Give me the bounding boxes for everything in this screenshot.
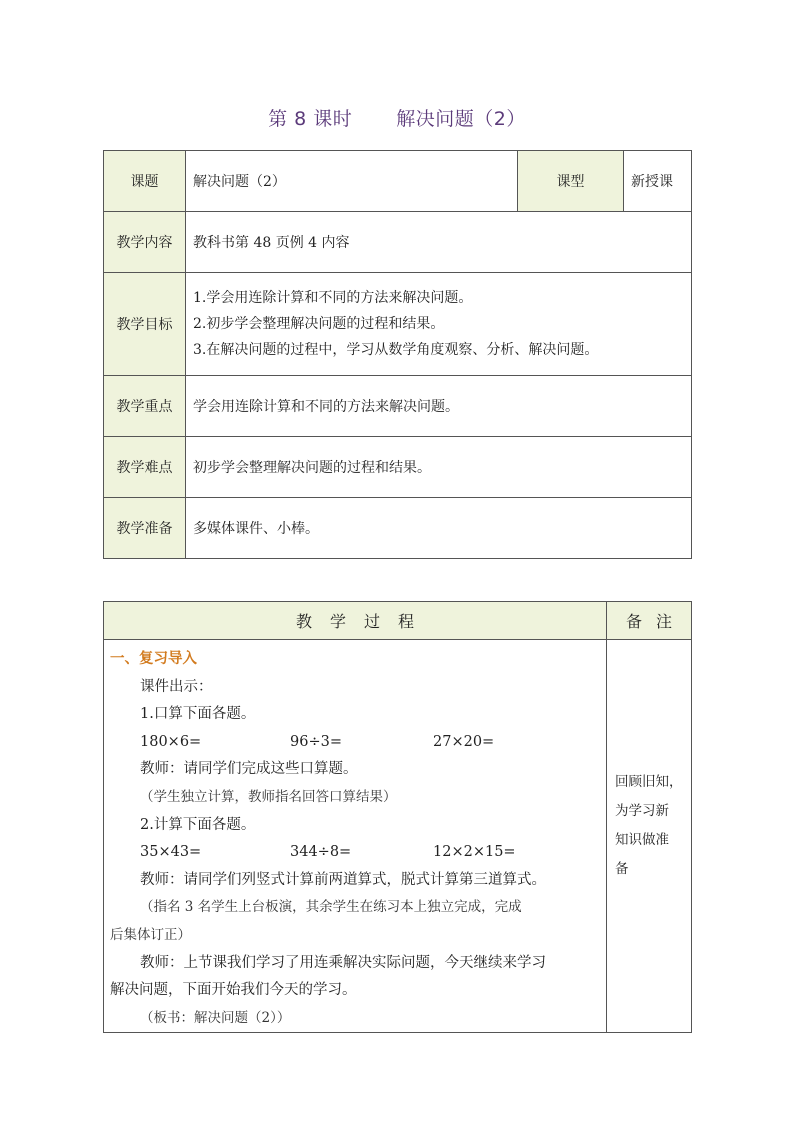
type-value: 新授课 <box>624 151 692 212</box>
lesson-topic: 解决问题（2） <box>396 108 526 130</box>
question-2-title: 2.计算下面各题。 <box>140 816 256 833</box>
content-label: 教学内容 <box>104 212 186 273</box>
teacher-line: 教师：请同学们列竖式计算前两道算式，脱式计算第三道算式。 <box>140 871 546 888</box>
calc-item: 344÷8= <box>290 844 352 861</box>
goals-label: 教学目标 <box>104 273 186 376</box>
activity-note-continued: 后集体订正） <box>110 926 191 943</box>
content-value: 教科书第 48 页例 4 内容 <box>186 212 692 273</box>
calc-item: 27×20= <box>433 733 495 750</box>
remark-content <box>607 640 692 1033</box>
lesson-number: 第 8 课时 <box>268 108 353 130</box>
teacher-line: 教师：请同学们完成这些口算题。 <box>140 761 358 778</box>
activity-note: （指名 3 名学生上台板演，其余学生在练习本上独立完成，完成 <box>140 899 522 916</box>
goals-list <box>186 273 692 376</box>
process-header: 教学过程 <box>104 602 607 640</box>
preparation-label: 教学准备 <box>104 498 186 559</box>
key-point-label: 教学重点 <box>104 376 186 437</box>
board-note: （板书：解决问题（2）） <box>140 1009 291 1026</box>
page-title <box>0 104 794 131</box>
topic-value: 解决问题（2） <box>186 151 518 212</box>
courseware-line: 课件出示： <box>140 678 213 695</box>
remark-header: 备注 <box>607 602 692 640</box>
goal-item: 1.学会用连除计算和不同的方法来解决问题。 <box>193 290 473 306</box>
teacher-line-continued: 解决问题，下面开始我们今天的学习。 <box>110 982 357 999</box>
lesson-info-table <box>103 150 692 559</box>
goal-item: 2.初步学会整理解决问题的过程和结果。 <box>193 316 445 332</box>
activity-note: （学生独立计算，教师指名回答口算结果） <box>140 788 397 805</box>
calc-item: 35×43= <box>140 844 202 861</box>
key-point-value: 学会用连除计算和不同的方法来解决问题。 <box>186 376 692 437</box>
remark-line: 知识做准 <box>615 832 669 848</box>
difficulty-value: 初步学会整理解决问题的过程和结果。 <box>186 437 692 498</box>
section-title: 一、复习导入 <box>110 651 197 667</box>
goal-item: 3.在解决问题的过程中，学习从数学角度观察、分析、解决问题。 <box>193 342 599 358</box>
question-2-items <box>110 839 600 867</box>
calc-item: 12×2×15= <box>433 844 516 861</box>
preparation-value: 多媒体课件、小棒。 <box>186 498 692 559</box>
type-label: 课型 <box>518 151 624 212</box>
difficulty-label: 教学难点 <box>104 437 186 498</box>
remark-line: 为学习新 <box>615 803 669 819</box>
teacher-line: 教师：上节课我们学习了用连乘解决实际问题，今天继续来学习 <box>140 954 546 971</box>
teaching-process-table <box>103 601 692 1033</box>
topic-label: 课题 <box>104 151 186 212</box>
remark-line: 回顾旧知， <box>615 774 683 790</box>
remark-line: 备 <box>615 861 629 877</box>
calc-item: 96÷3= <box>290 733 342 750</box>
question-1-items <box>110 729 600 757</box>
question-1-title: 1.口算下面各题。 <box>140 706 256 723</box>
calc-item: 180×6= <box>140 733 202 750</box>
process-content <box>104 640 607 1033</box>
